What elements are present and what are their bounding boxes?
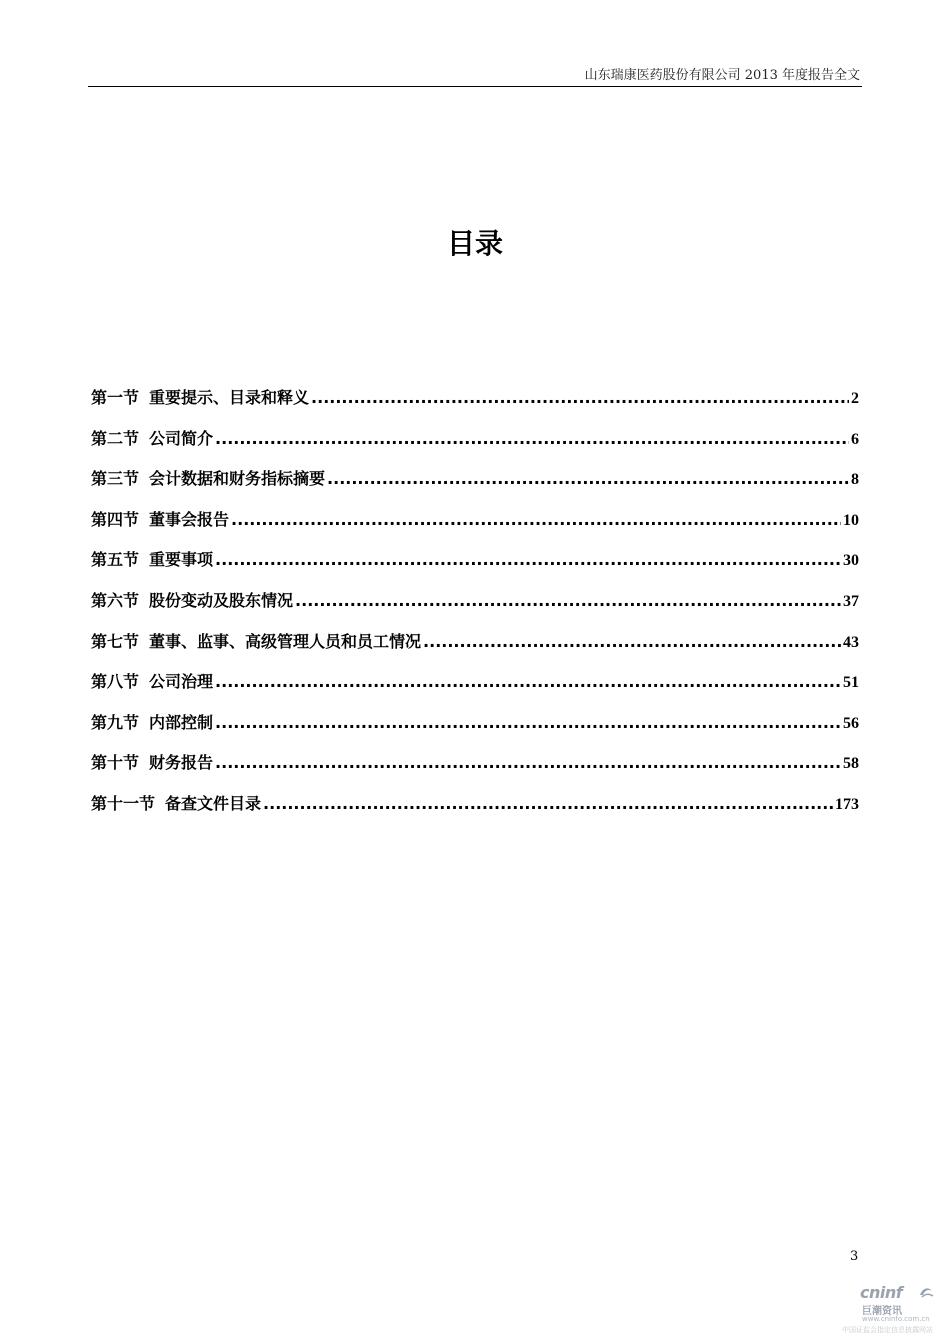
toc-entry[interactable] <box>91 750 859 791</box>
page-title: 目录 <box>446 227 503 260</box>
toc-leader-dots <box>295 591 841 610</box>
toc-leader-dots <box>215 713 841 732</box>
toc-section-number: 第七节 <box>91 631 140 651</box>
toc-leader-dots <box>327 469 849 488</box>
toc-page-number: 2 <box>851 390 859 407</box>
logo-url: www.cninfo.com.cn <box>862 1315 930 1323</box>
toc-page-number: 37 <box>843 592 859 610</box>
toc-leader-dots <box>215 753 841 772</box>
toc-entry[interactable] <box>91 547 859 588</box>
table-of-contents <box>91 385 859 832</box>
toc-entry-title: 备查文件目录 <box>165 793 262 813</box>
toc-entry-title: 公司治理 <box>149 672 214 692</box>
toc-entry[interactable] <box>91 466 859 507</box>
toc-section-number: 第四节 <box>91 509 140 529</box>
running-header: 山东瑞康医药股份有限公司 2013 年度报告全文 <box>584 68 860 83</box>
toc-section-number: 第一节 <box>91 388 140 407</box>
toc-leader-dots <box>215 550 841 569</box>
logo-org: 中国证监会指定信息披露网站 <box>842 1326 933 1334</box>
toc-page-number: 6 <box>851 430 859 448</box>
toc-entry-title: 内部控制 <box>149 712 214 732</box>
toc-entry[interactable] <box>91 710 859 751</box>
toc-page-number: 30 <box>843 552 859 570</box>
toc-section-number: 第三节 <box>91 469 140 489</box>
toc-page-number: 10 <box>843 511 859 529</box>
logo-wordmark: cninf <box>860 1283 903 1302</box>
toc-section-number: 第八节 <box>91 672 140 692</box>
toc-page-number: 173 <box>835 795 859 813</box>
toc-entry-title: 重要事项 <box>149 550 214 570</box>
toc-page-number: 56 <box>843 714 859 732</box>
toc-leader-dots <box>215 672 841 691</box>
toc-entry[interactable] <box>91 426 859 467</box>
toc-page-number: 51 <box>843 674 859 692</box>
header-rule <box>88 86 862 87</box>
page-number: 3 <box>850 1249 859 1264</box>
toc-page-number: 58 <box>843 755 859 773</box>
toc-entry[interactable] <box>91 791 859 832</box>
toc-leader-dots <box>215 429 849 448</box>
toc-entry-title: 董事、监事、高级管理人员和员工情况 <box>149 631 422 651</box>
toc-entry-title: 公司简介 <box>149 428 214 448</box>
toc-leader-dots <box>423 632 841 651</box>
logo-swirl-icon <box>918 1285 934 1299</box>
toc-leader-dots <box>263 794 833 813</box>
toc-entry[interactable] <box>91 588 859 629</box>
toc-leader-dots <box>311 388 849 407</box>
toc-section-number: 第十一节 <box>91 793 156 813</box>
toc-leader-dots <box>231 510 841 529</box>
toc-entry[interactable] <box>91 669 859 710</box>
toc-entry-title: 股份变动及股东情况 <box>149 590 294 610</box>
cninfo-logo <box>842 1283 942 1339</box>
toc-page-number: 8 <box>851 471 859 489</box>
toc-entry[interactable] <box>91 385 859 426</box>
toc-section-number: 第五节 <box>91 550 140 570</box>
toc-entry-title: 会计数据和财务指标摘要 <box>149 469 326 489</box>
toc-section-number: 第九节 <box>91 712 140 732</box>
toc-entry[interactable] <box>91 629 859 670</box>
toc-section-number: 第二节 <box>91 428 140 448</box>
toc-section-number: 第六节 <box>91 590 140 610</box>
toc-entry[interactable] <box>91 507 859 548</box>
toc-entry-title: 董事会报告 <box>149 509 230 529</box>
toc-entry-title: 重要提示、目录和释义 <box>149 388 310 407</box>
toc-entry-title: 财务报告 <box>149 753 214 773</box>
toc-page-number: 43 <box>843 633 859 651</box>
toc-section-number: 第十节 <box>91 753 140 773</box>
logo-subtitle: 巨潮资讯 <box>862 1306 902 1317</box>
